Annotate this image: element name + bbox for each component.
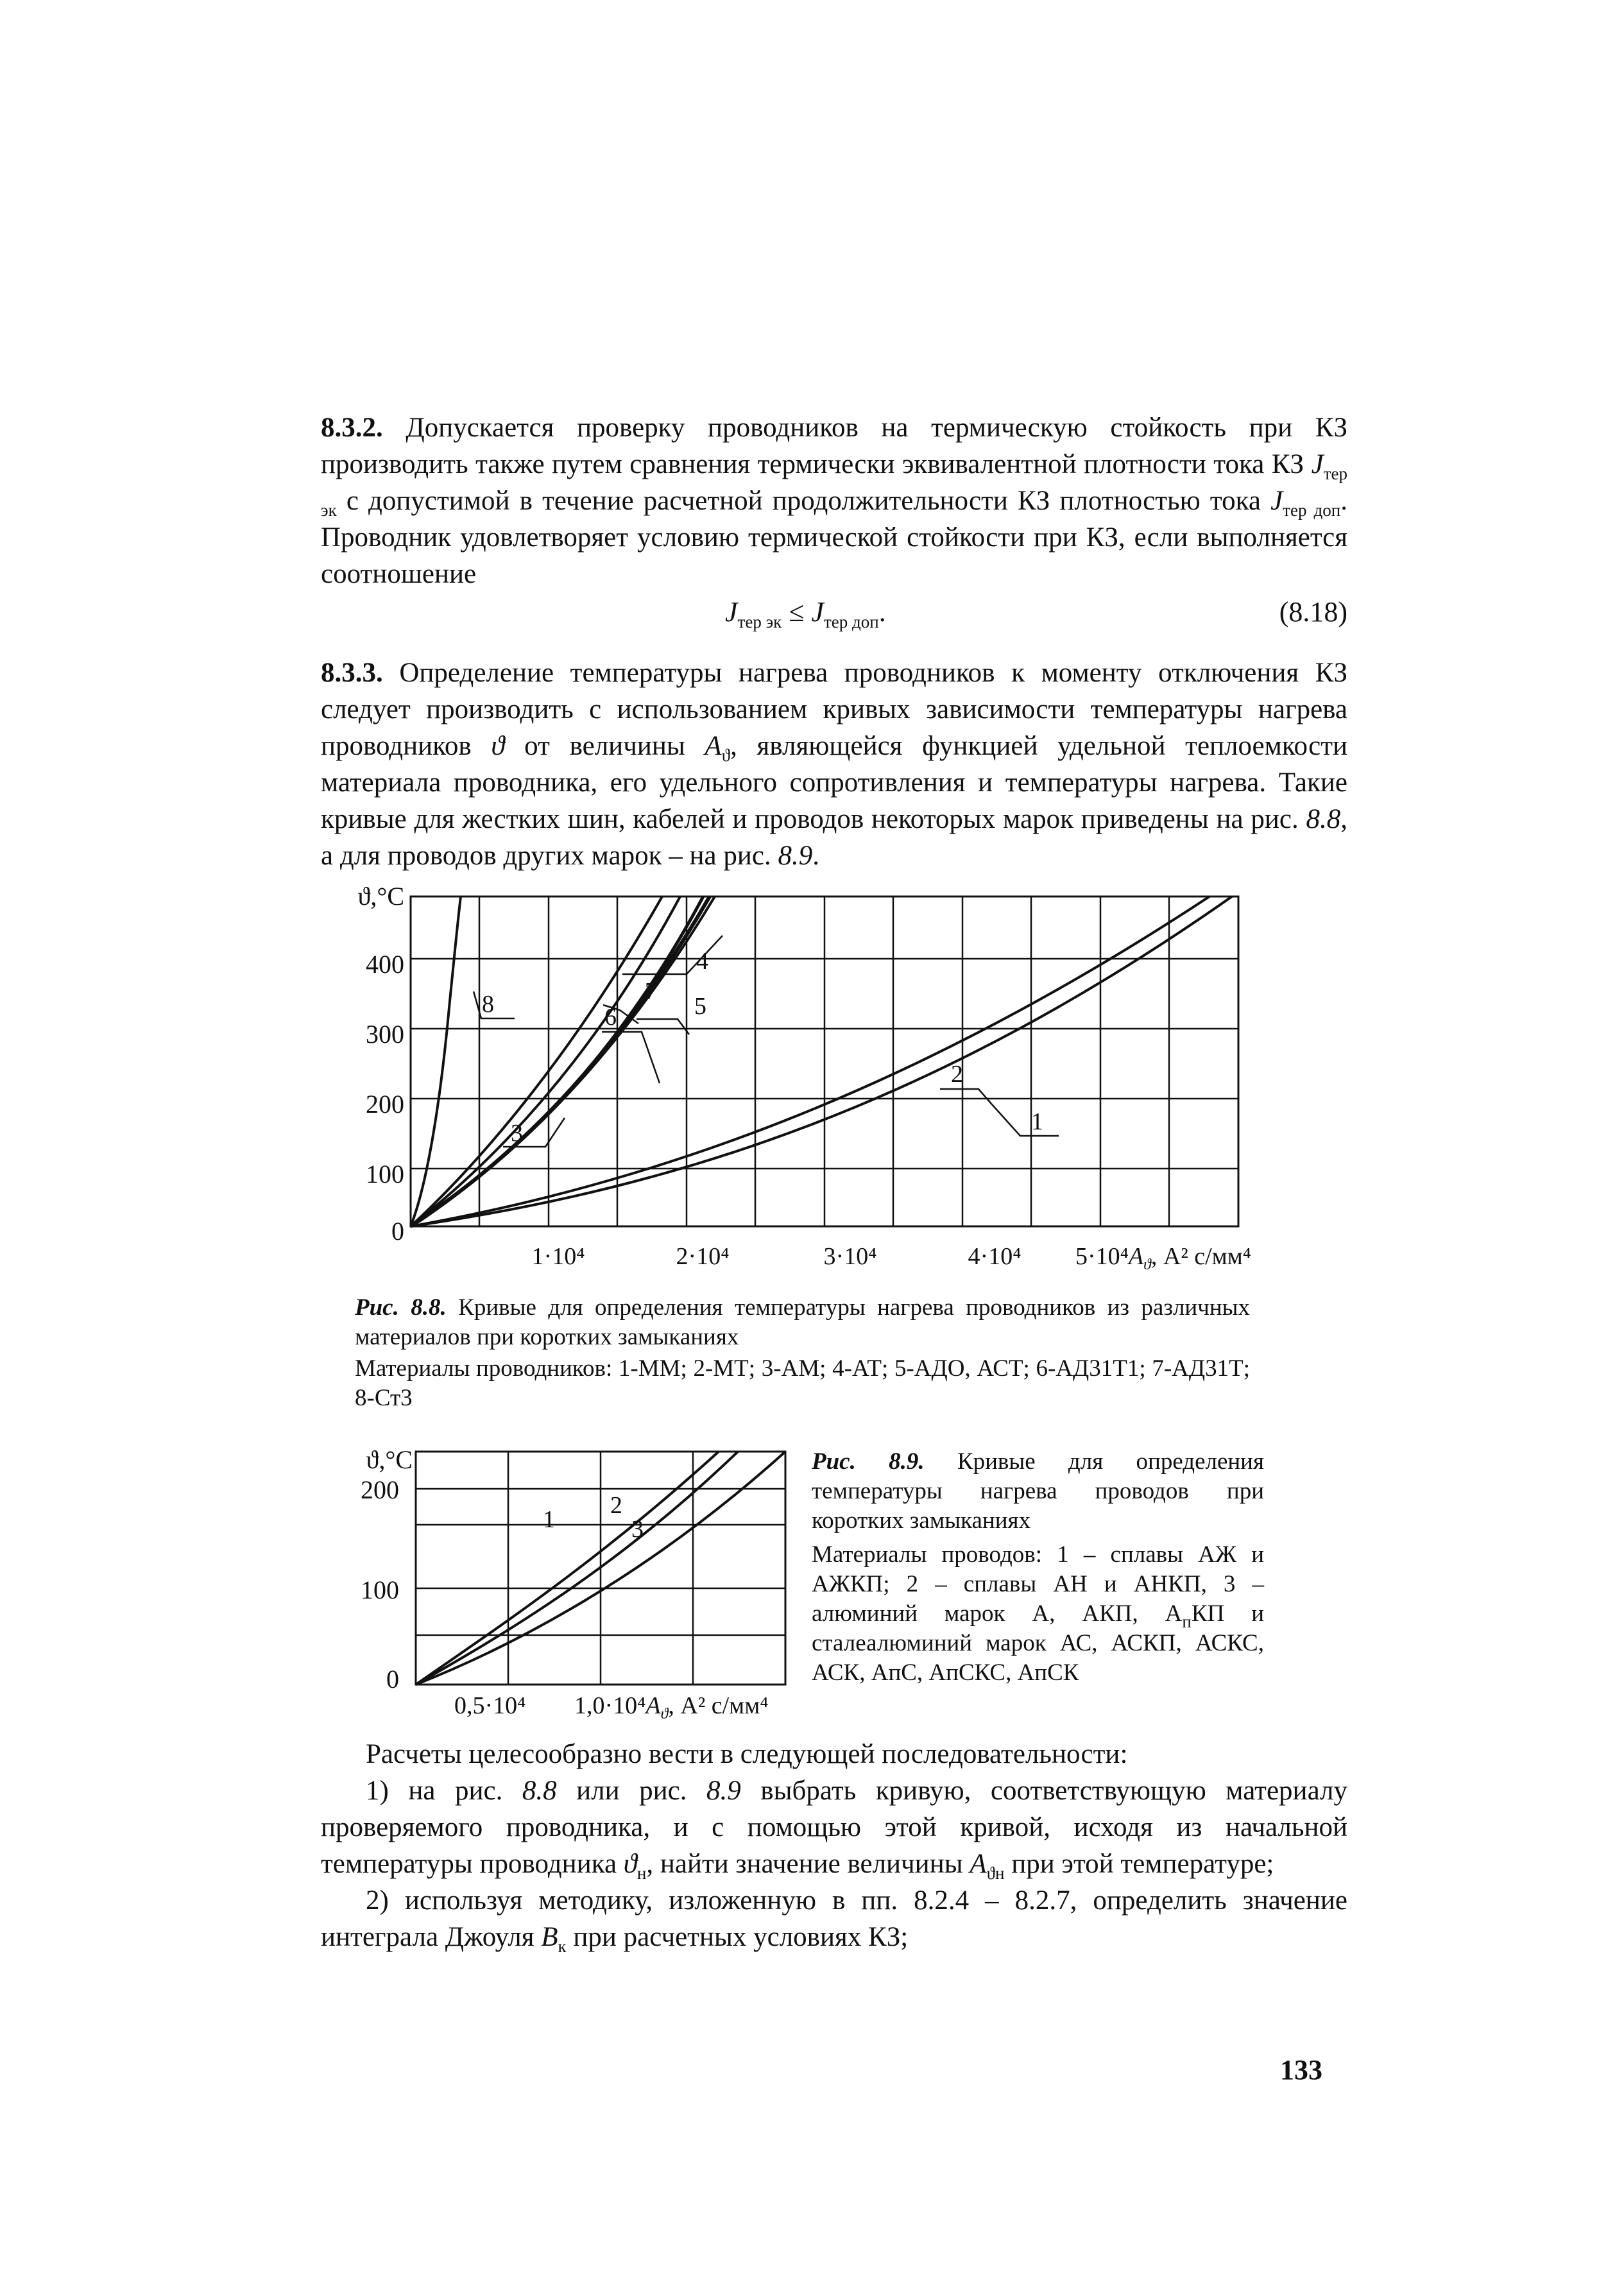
curve-1 — [416, 1452, 719, 1685]
x-tick-3: 3·10⁴ — [823, 1243, 877, 1270]
figure-8-9-graph — [346, 1441, 808, 1729]
formula-expression: $J_{тер эк} \le J_{тер доп}$. — [725, 596, 886, 631]
y-tick-300: 300 — [366, 1020, 404, 1049]
sequence-step-2: 2) используя методику, изложенную в пп. 8.2.4 – 8.2.7, определить значение интеграла Джоуля $B_к$ при расчетных условиях КЗ; — [321, 1885, 1347, 1956]
sequence-step-1: 1) на рис. 8.8 или рис. 8.9 выбрать кривую, соответствующую материалу проверяемого проводника, и с помощью этой кривой, исходя из начальной температуры проводника $ϑ_н$, найти значение величины $A_{ϑн}$ при этой температуре; — [321, 1776, 1347, 1883]
curve-1 — [411, 896, 1232, 1226]
curve-label-4: 4 — [696, 948, 708, 975]
curve-label-6: 6 — [604, 1004, 617, 1031]
curve-label-3: 3 — [631, 1516, 644, 1543]
section-number: 8.3.2. — [321, 413, 383, 443]
y-tick-0: 0 — [386, 1665, 399, 1694]
x-tick-4: 4·10⁴ — [968, 1243, 1021, 1270]
paragraph-8-3-2: 8.3.2. Допускается проверку проводников на термическую стойкость при КЗ производить также путем сравнения термически эквивалентной плотности тока КЗ $J_{тер эк}$ с допустимой в течение расчетной продолжительности КЗ плотностью тока $J_{тер доп}$. Проводник удовлетворяет условию термической стойкости при КЗ, если выполняется соотношение — [321, 413, 1347, 589]
page-number: 133 — [1280, 2054, 1322, 2086]
x-tick-1: 0,5·10⁴ — [454, 1692, 526, 1719]
y-tick-0: 0 — [391, 1217, 404, 1246]
y-tick-100: 100 — [361, 1575, 399, 1604]
y-axis-unit: ϑ,°C — [357, 882, 404, 911]
paragraph-8-3-3: 8.3.3. Определение температуры нагрева проводников к моменту отключения КЗ следует производить с использованием кривых зависимости температуры нагрева проводников ϑ от величины $A_ϑ$, являющейся функцией удельной теплоемкости материала проводника, его удельного сопротивления и температуры нагрева. Такие кривые для жестких шин, кабелей и проводов некоторых марок приведены на рис. 8.8, а для проводов других марок – на рис. 8.9. — [321, 658, 1347, 871]
figure-8-8-graph — [346, 879, 1309, 1283]
curve-label-5: 5 — [694, 993, 706, 1020]
formula-8-18 — [321, 596, 1347, 634]
curve-6 — [411, 896, 680, 1226]
figure-8-8-materials: Материалы проводников: 1-ММ; 2-МТ; 3-АМ; 4-АТ; 5-АДО, АСТ; 6-АД31Т1; 7-АД31Т; 8-Ст3 — [355, 1355, 1250, 1411]
curve-2 — [411, 896, 1209, 1226]
y-tick-100: 100 — [366, 1160, 404, 1188]
sequence-intro: Расчеты целесообразно вести в следующей последовательности: — [366, 1739, 1128, 1769]
x-axis-label: $1,0\cdot 10^4A_ϑ$, А² с/мм⁴ — [574, 1692, 769, 1722]
figure-8-9-materials: Материалы проводов: 1 – сплавы АЖ и АЖКП; 2 – сплавы АН и АНКП, 3 – алюминий марок А, АКП, $А_пКП$ и сталеалюминий марок АС, АСКП, АСКС, АСК, АпС, АпСКС, АпСК — [812, 1541, 1264, 1686]
y-tick-200: 200 — [366, 1090, 404, 1119]
curve-label-7: 7 — [645, 978, 657, 1005]
x-tick-2: 2·10⁴ — [676, 1243, 730, 1270]
figure-8-9-caption: Рис. 8.9. Кривые для определения температуры нагрева проводов при коротких замыканиях — [812, 1448, 1265, 1534]
y-axis-unit: ϑ,°C — [366, 1445, 413, 1474]
curve-label-3: 3 — [511, 1120, 523, 1147]
figure-8-8-caption: Рис. 8.8. Кривые для определения температуры нагрева проводников из различных материалов при коротких замыканиях — [355, 1294, 1250, 1350]
y-tick-200: 200 — [361, 1475, 399, 1504]
section-number: 8.3.3. — [321, 658, 383, 688]
curve-label-1: 1 — [1031, 1108, 1043, 1135]
curve-label-8: 8 — [482, 991, 494, 1018]
curve-label-2: 2 — [610, 1492, 622, 1519]
x-tick-1: 1·10⁴ — [531, 1243, 585, 1270]
curve-label-2: 2 — [951, 1061, 963, 1088]
x-axis-label: $5\cdot 10^4A_ϑ$, А² с/мм⁴ — [1075, 1243, 1252, 1273]
formula-number: (8.18) — [1279, 596, 1347, 628]
grid-vertical — [479, 896, 1169, 1226]
label-leaders — [474, 936, 1059, 1147]
curve-8 — [411, 896, 461, 1226]
y-tick-400: 400 — [366, 950, 404, 979]
curve-label-1: 1 — [543, 1506, 555, 1533]
